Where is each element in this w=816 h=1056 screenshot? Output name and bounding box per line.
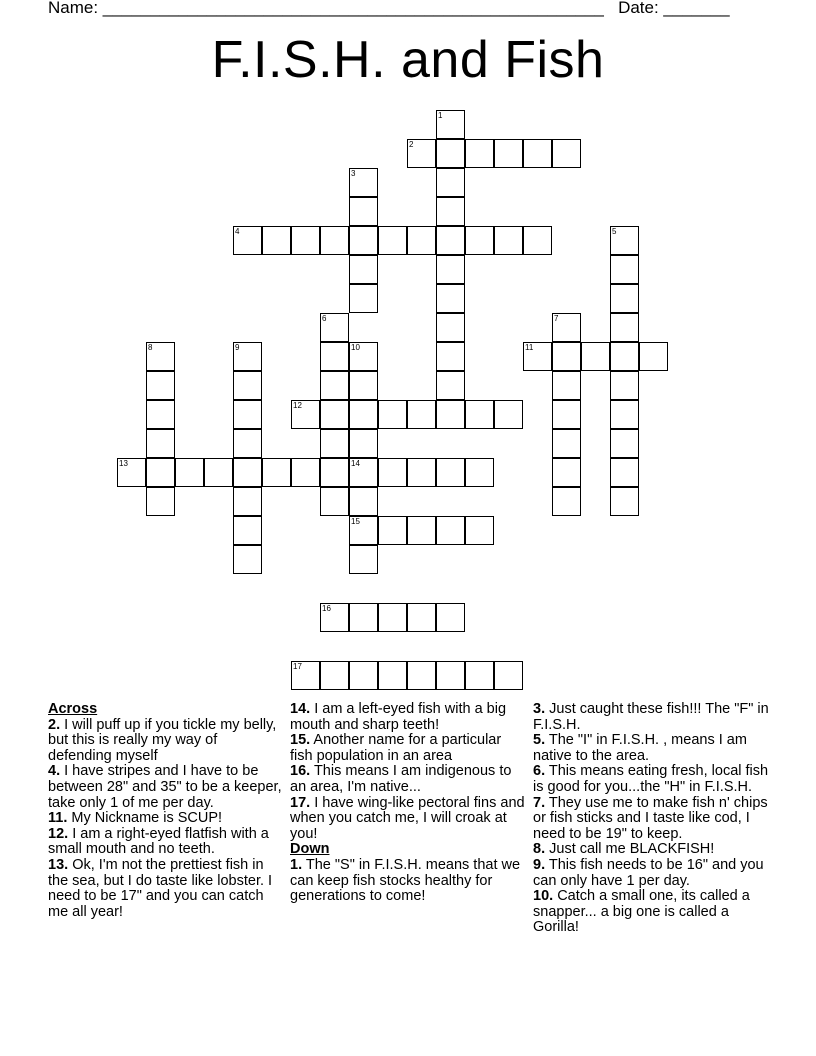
grid-cell[interactable] <box>465 400 494 429</box>
clue-number-7: 7 <box>554 314 559 323</box>
clue-number-13: 13 <box>119 459 128 468</box>
grid-cell[interactable] <box>146 458 175 487</box>
grid-cell[interactable] <box>378 400 407 429</box>
page-title: F.I.S.H. and Fish <box>211 31 605 89</box>
grid-cell[interactable] <box>465 661 494 690</box>
grid-cell[interactable] <box>610 400 639 429</box>
clue-across-11: 11. My Nickname is SCUP! <box>48 810 223 827</box>
clue-across-15: 15. Another name for a particular fish population in an area <box>290 732 502 764</box>
clue-number-11: 11 <box>525 343 534 352</box>
grid-cell[interactable] <box>349 284 378 313</box>
clue-number-17: 17 <box>293 662 302 671</box>
grid-cell[interactable] <box>320 400 349 429</box>
grid-cell[interactable] <box>552 371 581 400</box>
grid-cell[interactable] <box>494 400 523 429</box>
grid-cell[interactable] <box>378 661 407 690</box>
grid-cell[interactable] <box>610 284 639 313</box>
clue-number-15: 15 <box>351 517 360 526</box>
clue-number-3: 3 <box>351 169 356 178</box>
clue-number-8: 8 <box>148 343 153 352</box>
clue-across-14: 14. I am a left-eyed fish with a big mouth and sharp teeth! <box>290 701 507 733</box>
clue-across-12: 12. I am a right-eyed flatfish with a small mouth and no teeth. <box>48 825 269 858</box>
grid-cell[interactable] <box>436 168 465 197</box>
name-label: Name: _____________________________________________________ <box>48 0 604 17</box>
grid-cell[interactable] <box>465 458 494 487</box>
grid-cell[interactable] <box>349 371 378 400</box>
grid-cell[interactable] <box>233 487 262 516</box>
grid-cell[interactable] <box>233 400 262 429</box>
grid-cell[interactable] <box>436 400 465 429</box>
grid-cell[interactable] <box>349 255 378 284</box>
grid-cell[interactable] <box>349 487 378 516</box>
grid-cell[interactable] <box>610 458 639 487</box>
grid-cell[interactable] <box>436 603 465 632</box>
grid-cell[interactable] <box>262 226 291 255</box>
clue-number-6: 6 <box>322 314 327 323</box>
grid-cell[interactable] <box>552 342 581 371</box>
grid-cell[interactable] <box>146 400 175 429</box>
grid-cell[interactable] <box>465 516 494 545</box>
grid-cell[interactable] <box>552 139 581 168</box>
clue-across-2: 2. I will puff up if you tickle my belly, but this is really my way of defending myself <box>48 716 277 764</box>
clue-number-12: 12 <box>293 401 302 410</box>
grid-cell[interactable] <box>204 458 233 487</box>
clue-down-10: 10. Catch a small one, its called a snapper... a big one is called a Gorilla! <box>533 888 750 936</box>
grid-cell[interactable] <box>320 371 349 400</box>
grid-cell[interactable] <box>436 226 465 255</box>
clue-down-3: 3. Just caught these fish!!! The "F" in F.I.S.H. <box>533 701 769 733</box>
clue-across-4: 4. I have stripes and I have to be between 28" and 35" to be a keeper, take only 1 of me per day. <box>48 763 282 811</box>
grid-cell[interactable] <box>349 603 378 632</box>
grid-cell[interactable] <box>349 400 378 429</box>
grid-cell[interactable] <box>407 458 436 487</box>
grid-cell[interactable] <box>407 661 436 690</box>
clues-column-3 <box>533 702 769 936</box>
grid-cell[interactable] <box>436 342 465 371</box>
grid-cell[interactable] <box>436 458 465 487</box>
clue-down-7: 7. They use me to make fish n' chips or fish sticks and I taste like cod, I need to be 19" to keep. <box>533 794 768 842</box>
date-label: Date: _______ <box>618 0 730 17</box>
clue-down-5: 5. The "I" in F.I.S.H. , means I am native to the area. <box>533 732 747 764</box>
grid-cell[interactable] <box>349 545 378 574</box>
grid-cell[interactable] <box>610 371 639 400</box>
grid-cell[interactable] <box>552 400 581 429</box>
clue-number-9: 9 <box>235 343 240 352</box>
clue-down-1: 1. The "S" in F.I.S.H. means that we can keep fish stocks healthy for generations to come! <box>290 856 521 905</box>
grid-cell[interactable] <box>349 429 378 458</box>
grid-cell[interactable] <box>233 516 262 545</box>
grid-cell[interactable] <box>146 371 175 400</box>
clue-number-5: 5 <box>612 227 617 236</box>
grid-cell[interactable] <box>436 661 465 690</box>
grid-cell[interactable] <box>610 487 639 516</box>
grid-cell[interactable] <box>436 197 465 226</box>
clue-number-10: 10 <box>351 343 360 352</box>
grid-cell[interactable] <box>610 313 639 342</box>
grid-cell[interactable] <box>233 371 262 400</box>
clue-number-1: 1 <box>438 111 443 120</box>
clue-across-17: 17. I have wing-like pectoral fins and when you catch me, I will croak at you! <box>290 794 525 842</box>
grid-cell[interactable] <box>465 139 494 168</box>
grid-cell[interactable] <box>523 226 552 255</box>
grid-cell[interactable] <box>320 342 349 371</box>
grid-cell[interactable] <box>378 458 407 487</box>
clues-column-2 <box>290 702 526 905</box>
down-heading: Down <box>290 841 330 858</box>
grid-cell[interactable] <box>552 458 581 487</box>
grid-cell[interactable] <box>291 226 320 255</box>
grid-cell[interactable] <box>320 661 349 690</box>
grid-cell[interactable] <box>320 429 349 458</box>
grid-cell[interactable] <box>320 226 349 255</box>
grid-cell[interactable] <box>407 400 436 429</box>
clue-number-14: 14 <box>351 459 360 468</box>
grid-cell[interactable] <box>494 139 523 168</box>
grid-cell[interactable] <box>552 429 581 458</box>
grid-cell[interactable] <box>146 487 175 516</box>
clue-number-16: 16 <box>322 604 331 613</box>
clue-number-4: 4 <box>235 227 240 236</box>
grid-cell[interactable] <box>407 226 436 255</box>
clue-number-2: 2 <box>409 140 414 149</box>
grid-cell[interactable] <box>349 226 378 255</box>
grid-cell[interactable] <box>610 255 639 284</box>
grid-cell[interactable] <box>436 371 465 400</box>
grid-cell[interactable] <box>610 342 639 371</box>
grid-cell[interactable] <box>436 516 465 545</box>
grid-cell[interactable] <box>233 545 262 574</box>
grid-cell[interactable] <box>407 603 436 632</box>
grid-cell[interactable] <box>378 226 407 255</box>
grid-cell[interactable] <box>436 255 465 284</box>
grid-cell[interactable] <box>610 429 639 458</box>
grid-cell[interactable] <box>349 197 378 226</box>
grid-cell[interactable] <box>436 313 465 342</box>
grid-cell[interactable] <box>523 139 552 168</box>
clue-down-9: 9. This fish needs to be 16" and you can only have 1 per day. <box>533 856 764 889</box>
grid-cell[interactable] <box>233 429 262 458</box>
grid-cell[interactable] <box>291 458 320 487</box>
clue-down-6: 6. This means eating fresh, local fish is good for you...the "H" in F.I.S.H. <box>533 763 769 795</box>
grid-cell[interactable] <box>436 284 465 313</box>
across-heading: Across <box>48 701 98 717</box>
clue-across-13: 13. Ok, I'm not the prettiest fish in the sea, but I do taste like lobster. I need to be 17" and you can catch me all year! <box>48 856 273 920</box>
clue-across-16: 16. This means I am indigenous to an area, I'm native... <box>290 763 512 795</box>
grid-cell[interactable] <box>320 458 349 487</box>
grid-cell[interactable] <box>262 458 291 487</box>
grid-cell[interactable] <box>581 342 610 371</box>
grid-cell[interactable] <box>175 458 204 487</box>
clues-column-1 <box>48 702 284 920</box>
grid-cell[interactable] <box>378 516 407 545</box>
grid-cell[interactable] <box>146 429 175 458</box>
grid-cell[interactable] <box>552 487 581 516</box>
grid-cell[interactable] <box>378 603 407 632</box>
clue-down-8: 8. Just call me BLACKFISH! <box>533 841 715 858</box>
grid-cell[interactable] <box>233 458 262 487</box>
grid-cell[interactable] <box>349 661 378 690</box>
grid-cell[interactable] <box>494 226 523 255</box>
grid-cell[interactable] <box>436 139 465 168</box>
grid-cell[interactable] <box>407 516 436 545</box>
grid-cell[interactable] <box>320 487 349 516</box>
grid-cell[interactable] <box>465 226 494 255</box>
grid-cell[interactable] <box>494 661 523 690</box>
grid-cell[interactable] <box>639 342 668 371</box>
